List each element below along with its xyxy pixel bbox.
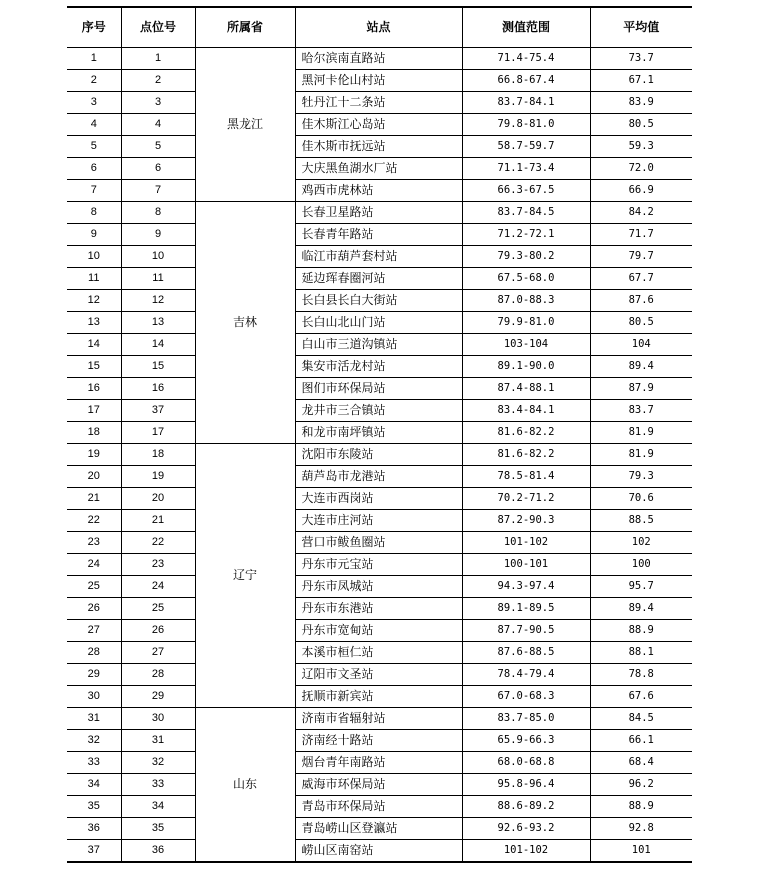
cell-range: 78.4-79.4: [462, 664, 590, 686]
cell-province: 吉林: [195, 202, 295, 444]
cell-station: 丹东市元宝站: [295, 554, 462, 576]
cell-range: 67.5-68.0: [462, 268, 590, 290]
table-row: [67, 664, 692, 686]
cell-seq: 34: [67, 774, 121, 796]
cell-range: 58.7-59.7: [462, 136, 590, 158]
cell-range: 78.5-81.4: [462, 466, 590, 488]
cell-station: 济南经十路站: [295, 730, 462, 752]
cell-station: 葫芦岛市龙港站: [295, 466, 462, 488]
table-row: [67, 642, 692, 664]
cell-station: 集安市活龙村站: [295, 356, 462, 378]
cell-point: 14: [121, 334, 195, 356]
cell-range: 79.8-81.0: [462, 114, 590, 136]
cell-range: 68.0-68.8: [462, 752, 590, 774]
cell-point: 11: [121, 268, 195, 290]
cell-point: 4: [121, 114, 195, 136]
cell-avg: 104: [590, 334, 692, 356]
cell-avg: 89.4: [590, 356, 692, 378]
cell-station: 和龙市南坪镇站: [295, 422, 462, 444]
measurement-table: [67, 6, 692, 863]
cell-avg: 87.6: [590, 290, 692, 312]
cell-station: 丹东市凤城站: [295, 576, 462, 598]
table-row: [67, 444, 692, 466]
table-row: [67, 598, 692, 620]
table-row: [67, 136, 692, 158]
cell-station: 威海市环保局站: [295, 774, 462, 796]
table-row: [67, 92, 692, 114]
cell-seq: 27: [67, 620, 121, 642]
cell-avg: 67.7: [590, 268, 692, 290]
cell-point: 31: [121, 730, 195, 752]
cell-point: 32: [121, 752, 195, 774]
cell-seq: 11: [67, 268, 121, 290]
cell-seq: 9: [67, 224, 121, 246]
cell-station: 大连市庄河站: [295, 510, 462, 532]
cell-point: 25: [121, 598, 195, 620]
cell-seq: 14: [67, 334, 121, 356]
table-row: [67, 730, 692, 752]
cell-point: 7: [121, 180, 195, 202]
cell-range: 95.8-96.4: [462, 774, 590, 796]
cell-seq: 21: [67, 488, 121, 510]
cell-province: 辽宁: [195, 444, 295, 708]
cell-seq: 15: [67, 356, 121, 378]
table-row: [67, 620, 692, 642]
cell-seq: 25: [67, 576, 121, 598]
table-row: [67, 268, 692, 290]
header-avg: 平均值: [590, 7, 692, 48]
cell-seq: 28: [67, 642, 121, 664]
cell-avg: 88.1: [590, 642, 692, 664]
cell-avg: 88.9: [590, 796, 692, 818]
cell-seq: 32: [67, 730, 121, 752]
cell-avg: 102: [590, 532, 692, 554]
table-row: [67, 466, 692, 488]
cell-avg: 83.7: [590, 400, 692, 422]
header-point: 点位号: [121, 7, 195, 48]
cell-seq: 8: [67, 202, 121, 224]
cell-seq: 37: [67, 840, 121, 863]
cell-seq: 12: [67, 290, 121, 312]
cell-point: 15: [121, 356, 195, 378]
cell-avg: 81.9: [590, 444, 692, 466]
cell-range: 87.4-88.1: [462, 378, 590, 400]
cell-seq: 19: [67, 444, 121, 466]
cell-station: 长春青年路站: [295, 224, 462, 246]
cell-point: 34: [121, 796, 195, 818]
table-row: [67, 224, 692, 246]
table-row: [67, 774, 692, 796]
cell-station: 长白山北山门站: [295, 312, 462, 334]
cell-range: 65.9-66.3: [462, 730, 590, 752]
cell-station: 大连市西岗站: [295, 488, 462, 510]
cell-seq: 5: [67, 136, 121, 158]
cell-avg: 68.4: [590, 752, 692, 774]
cell-station: 图们市环保局站: [295, 378, 462, 400]
cell-avg: 96.2: [590, 774, 692, 796]
cell-point: 30: [121, 708, 195, 730]
cell-point: 3: [121, 92, 195, 114]
cell-point: 23: [121, 554, 195, 576]
table-row: [67, 202, 692, 224]
cell-range: 87.6-88.5: [462, 642, 590, 664]
cell-range: 83.7-84.1: [462, 92, 590, 114]
cell-avg: 84.2: [590, 202, 692, 224]
cell-seq: 18: [67, 422, 121, 444]
cell-seq: 26: [67, 598, 121, 620]
cell-station: 营口市鲅鱼圈站: [295, 532, 462, 554]
cell-station: 辽阳市文圣站: [295, 664, 462, 686]
cell-avg: 83.9: [590, 92, 692, 114]
cell-point: 17: [121, 422, 195, 444]
cell-avg: 95.7: [590, 576, 692, 598]
cell-range: 71.4-75.4: [462, 48, 590, 70]
cell-avg: 78.8: [590, 664, 692, 686]
cell-seq: 33: [67, 752, 121, 774]
cell-seq: 16: [67, 378, 121, 400]
cell-point: 19: [121, 466, 195, 488]
cell-avg: 84.5: [590, 708, 692, 730]
cell-point: 29: [121, 686, 195, 708]
table-row: [67, 312, 692, 334]
cell-avg: 89.4: [590, 598, 692, 620]
cell-range: 87.0-88.3: [462, 290, 590, 312]
cell-range: 100-101: [462, 554, 590, 576]
cell-range: 79.9-81.0: [462, 312, 590, 334]
cell-point: 20: [121, 488, 195, 510]
cell-station: 青岛崂山区登瀛站: [295, 818, 462, 840]
cell-range: 89.1-90.0: [462, 356, 590, 378]
cell-seq: 29: [67, 664, 121, 686]
cell-station: 长春卫星路站: [295, 202, 462, 224]
header-row: [67, 7, 692, 48]
cell-avg: 80.5: [590, 312, 692, 334]
cell-range: 103-104: [462, 334, 590, 356]
cell-seq: 2: [67, 70, 121, 92]
cell-point: 37: [121, 400, 195, 422]
cell-range: 67.0-68.3: [462, 686, 590, 708]
cell-station: 牡丹江十二条站: [295, 92, 462, 114]
cell-seq: 35: [67, 796, 121, 818]
cell-station: 抚顺市新宾站: [295, 686, 462, 708]
table-row: [67, 532, 692, 554]
cell-avg: 67.6: [590, 686, 692, 708]
cell-station: 延边珲春圈河站: [295, 268, 462, 290]
table-row: [67, 246, 692, 268]
cell-range: 79.3-80.2: [462, 246, 590, 268]
cell-station: 佳木斯江心岛站: [295, 114, 462, 136]
cell-range: 83.7-84.5: [462, 202, 590, 224]
cell-seq: 6: [67, 158, 121, 180]
cell-range: 66.8-67.4: [462, 70, 590, 92]
cell-seq: 30: [67, 686, 121, 708]
cell-avg: 71.7: [590, 224, 692, 246]
cell-range: 83.7-85.0: [462, 708, 590, 730]
cell-seq: 36: [67, 818, 121, 840]
cell-avg: 72.0: [590, 158, 692, 180]
cell-avg: 66.1: [590, 730, 692, 752]
cell-range: 81.6-82.2: [462, 444, 590, 466]
cell-station: 黑河卡伦山村站: [295, 70, 462, 92]
cell-avg: 81.9: [590, 422, 692, 444]
cell-range: 71.2-72.1: [462, 224, 590, 246]
table-row: [67, 334, 692, 356]
cell-point: 16: [121, 378, 195, 400]
table-row: [67, 796, 692, 818]
cell-station: 龙井市三合镇站: [295, 400, 462, 422]
cell-station: 临江市葫芦套村站: [295, 246, 462, 268]
header-seq: 序号: [67, 7, 121, 48]
cell-point: 18: [121, 444, 195, 466]
cell-range: 71.1-73.4: [462, 158, 590, 180]
table-row: [67, 686, 692, 708]
table-row: [67, 158, 692, 180]
cell-station: 长白县长白大街站: [295, 290, 462, 312]
cell-avg: 79.7: [590, 246, 692, 268]
cell-seq: 4: [67, 114, 121, 136]
cell-range: 89.1-89.5: [462, 598, 590, 620]
cell-range: 87.7-90.5: [462, 620, 590, 642]
cell-avg: 79.3: [590, 466, 692, 488]
cell-seq: 1: [67, 48, 121, 70]
cell-range: 70.2-71.2: [462, 488, 590, 510]
cell-station: 大庆黑鱼湖水厂站: [295, 158, 462, 180]
cell-station: 鸡西市虎林站: [295, 180, 462, 202]
cell-point: 8: [121, 202, 195, 224]
table-row: [67, 378, 692, 400]
cell-point: 33: [121, 774, 195, 796]
cell-seq: 17: [67, 400, 121, 422]
cell-seq: 7: [67, 180, 121, 202]
cell-avg: 67.1: [590, 70, 692, 92]
cell-station: 本溪市桓仁站: [295, 642, 462, 664]
header-station: 站点: [295, 7, 462, 48]
cell-seq: 3: [67, 92, 121, 114]
table-row: [67, 114, 692, 136]
table-row: [67, 422, 692, 444]
table-row: [67, 48, 692, 70]
cell-avg: 80.5: [590, 114, 692, 136]
cell-station: 烟台青年南路站: [295, 752, 462, 774]
cell-point: 26: [121, 620, 195, 642]
cell-avg: 59.3: [590, 136, 692, 158]
cell-avg: 66.9: [590, 180, 692, 202]
cell-point: 1: [121, 48, 195, 70]
cell-station: 崂山区南窑站: [295, 840, 462, 863]
cell-range: 83.4-84.1: [462, 400, 590, 422]
cell-point: 10: [121, 246, 195, 268]
table-row: [67, 818, 692, 840]
cell-range: 92.6-93.2: [462, 818, 590, 840]
table-row: [67, 290, 692, 312]
cell-station: 济南市省辐射站: [295, 708, 462, 730]
cell-station: 哈尔滨南直路站: [295, 48, 462, 70]
cell-point: 35: [121, 818, 195, 840]
cell-point: 13: [121, 312, 195, 334]
cell-point: 27: [121, 642, 195, 664]
cell-avg: 92.8: [590, 818, 692, 840]
cell-avg: 101: [590, 840, 692, 863]
table-row: [67, 576, 692, 598]
cell-point: 9: [121, 224, 195, 246]
cell-avg: 87.9: [590, 378, 692, 400]
cell-point: 28: [121, 664, 195, 686]
table-row: [67, 356, 692, 378]
cell-avg: 100: [590, 554, 692, 576]
cell-avg: 70.6: [590, 488, 692, 510]
cell-station: 沈阳市东陵站: [295, 444, 462, 466]
cell-avg: 88.9: [590, 620, 692, 642]
table-row: [67, 840, 692, 863]
cell-point: 36: [121, 840, 195, 863]
cell-seq: 23: [67, 532, 121, 554]
cell-range: 87.2-90.3: [462, 510, 590, 532]
cell-seq: 20: [67, 466, 121, 488]
table-row: [67, 510, 692, 532]
cell-station: 丹东市宽甸站: [295, 620, 462, 642]
cell-seq: 13: [67, 312, 121, 334]
cell-seq: 10: [67, 246, 121, 268]
table-row: [67, 488, 692, 510]
cell-seq: 22: [67, 510, 121, 532]
cell-station: 丹东市东港站: [295, 598, 462, 620]
table-row: [67, 400, 692, 422]
cell-avg: 73.7: [590, 48, 692, 70]
cell-point: 5: [121, 136, 195, 158]
cell-range: 101-102: [462, 840, 590, 863]
cell-point: 12: [121, 290, 195, 312]
cell-point: 24: [121, 576, 195, 598]
table-row: [67, 752, 692, 774]
cell-avg: 88.5: [590, 510, 692, 532]
cell-station: 佳木斯市抚远站: [295, 136, 462, 158]
cell-range: 88.6-89.2: [462, 796, 590, 818]
cell-range: 101-102: [462, 532, 590, 554]
table-body: [67, 48, 692, 863]
cell-station: 白山市三道沟镇站: [295, 334, 462, 356]
cell-range: 66.3-67.5: [462, 180, 590, 202]
cell-province: 山东: [195, 708, 295, 863]
header-province: 所属省: [195, 7, 295, 48]
cell-range: 81.6-82.2: [462, 422, 590, 444]
cell-point: 21: [121, 510, 195, 532]
table-row: [67, 180, 692, 202]
cell-seq: 24: [67, 554, 121, 576]
table-row: [67, 70, 692, 92]
cell-point: 6: [121, 158, 195, 180]
table-row: [67, 708, 692, 730]
cell-point: 22: [121, 532, 195, 554]
cell-province: 黑龙江: [195, 48, 295, 202]
header-range: 测值范围: [462, 7, 590, 48]
cell-range: 94.3-97.4: [462, 576, 590, 598]
cell-station: 青岛市环保局站: [295, 796, 462, 818]
cell-seq: 31: [67, 708, 121, 730]
cell-point: 2: [121, 70, 195, 92]
table-row: [67, 554, 692, 576]
